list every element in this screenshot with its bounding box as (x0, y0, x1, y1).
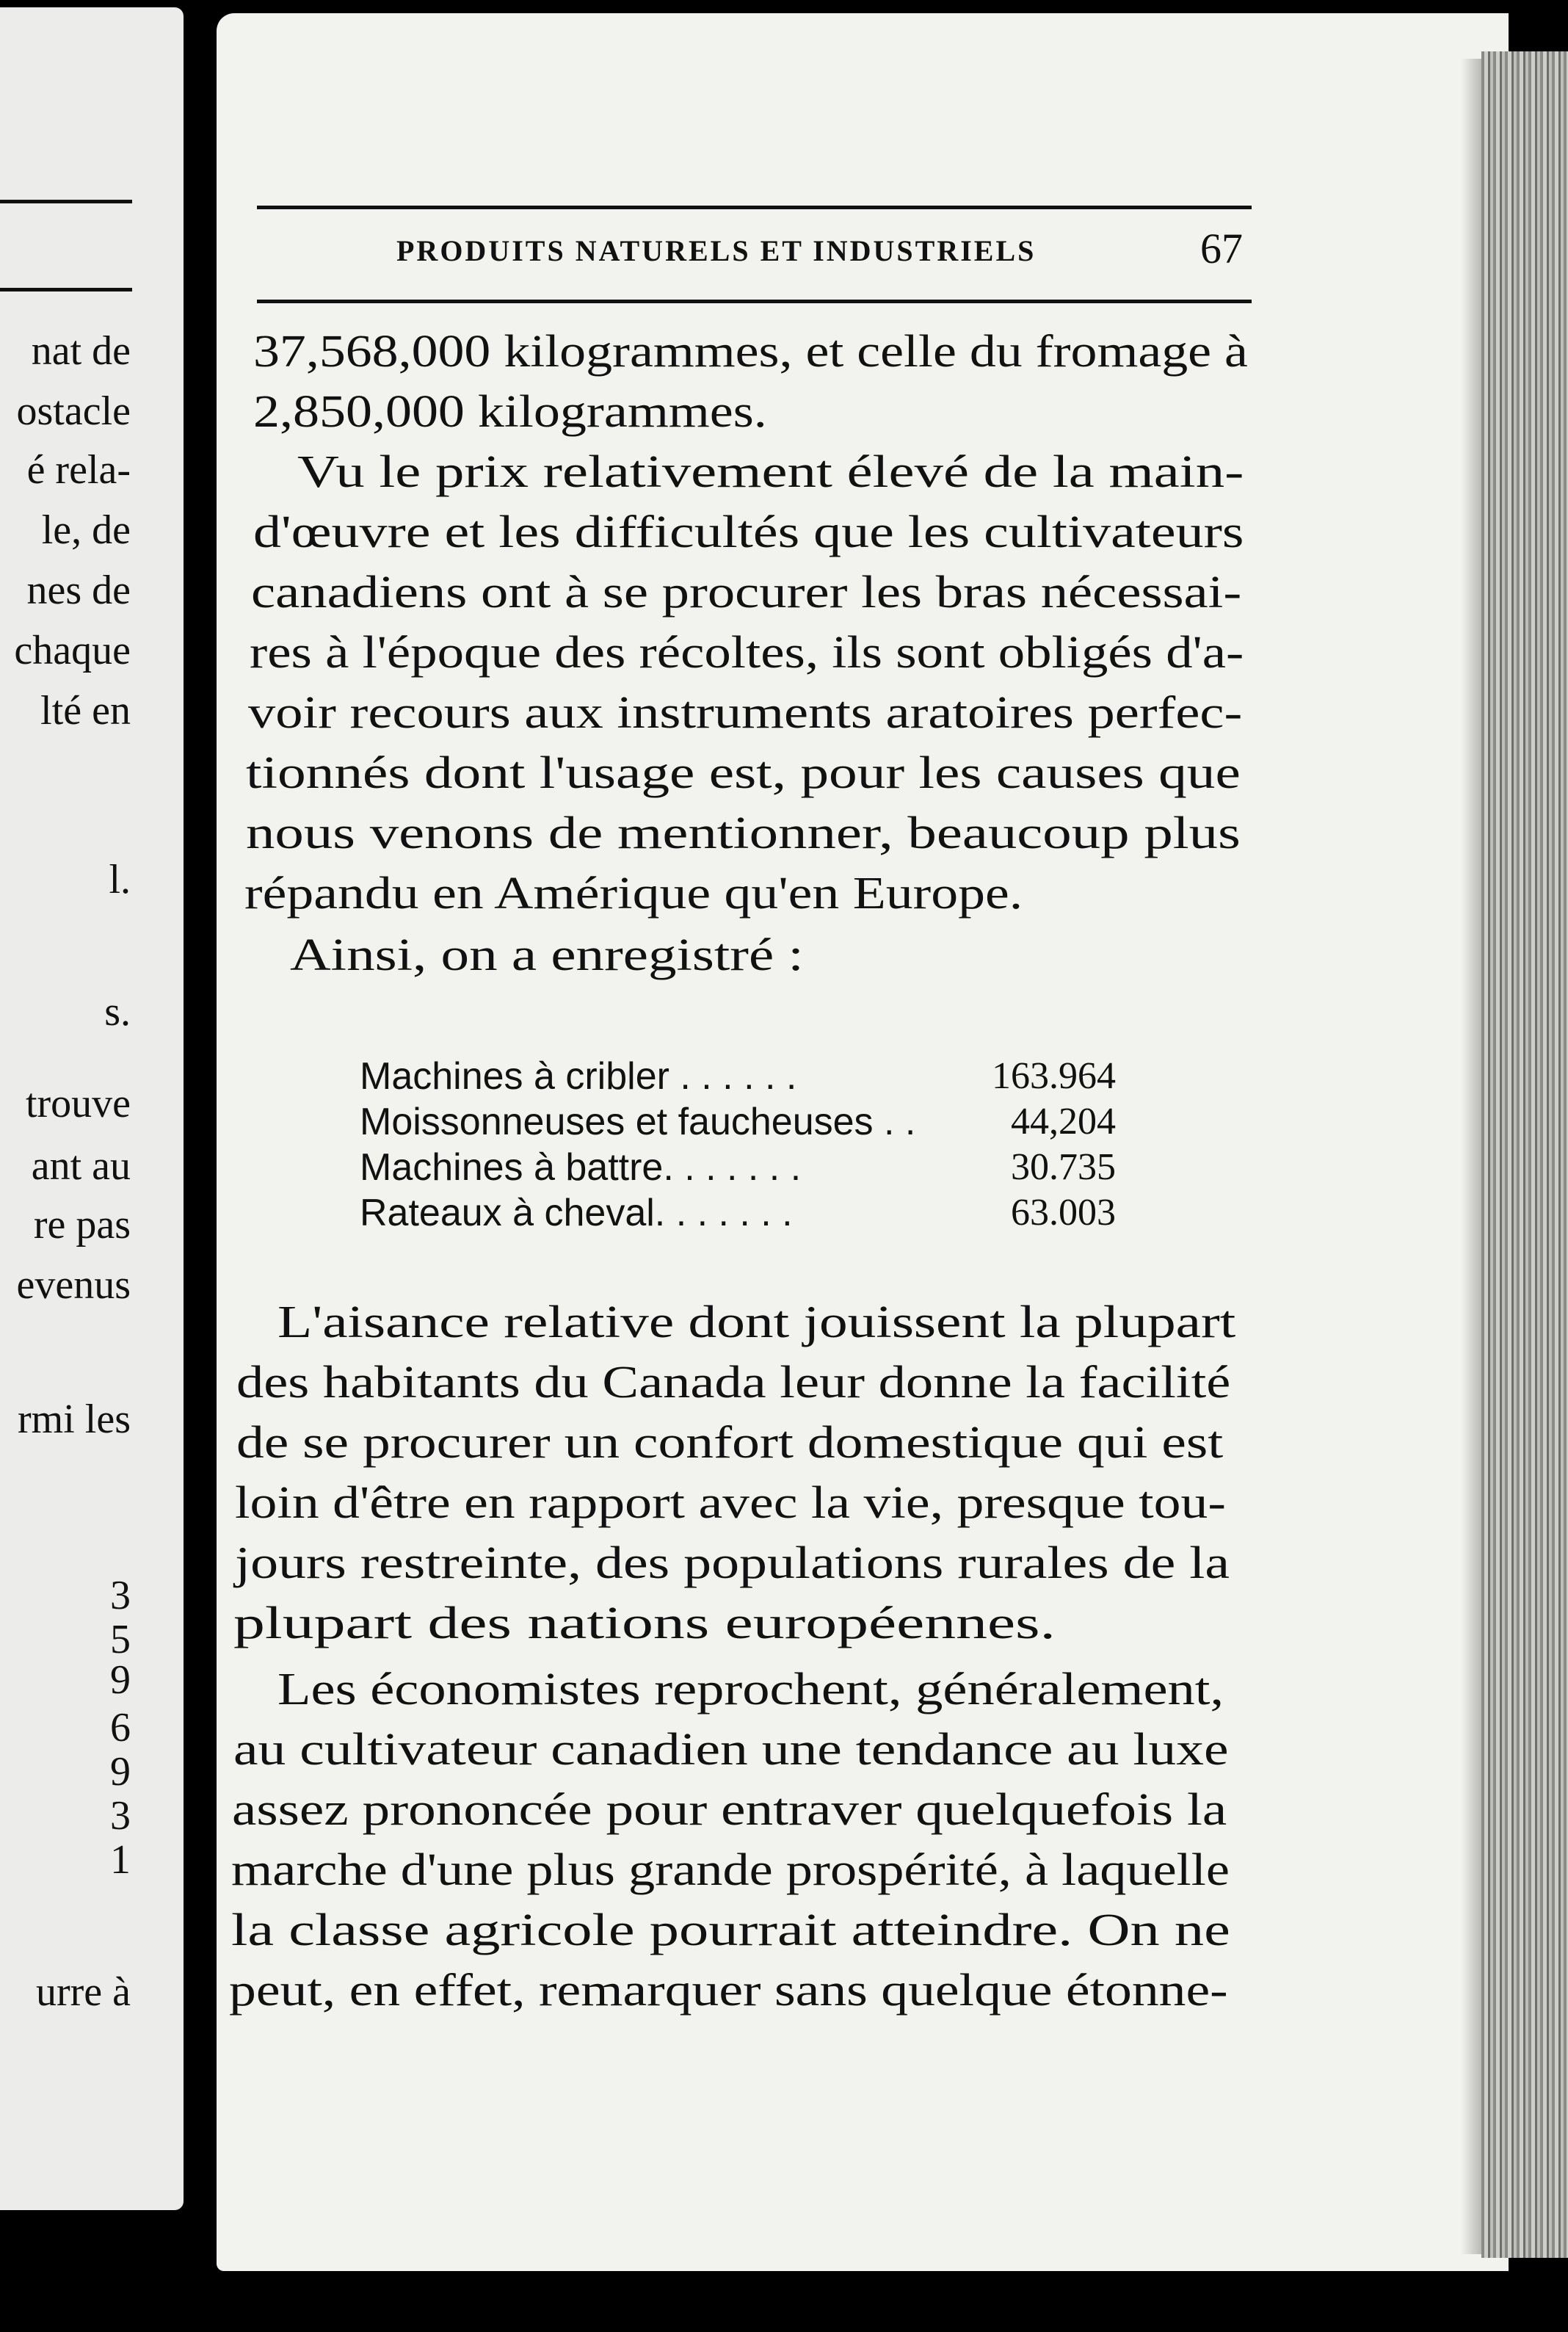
left-page-fragment: chaque (14, 628, 131, 673)
paragraph4-line: des habitants du Canada leur donne la facilité (236, 1358, 1231, 1408)
paragraph5-line: peut, en effet, remarquer sans quelque étonne- (229, 1966, 1228, 2016)
page-edge-shadow (1461, 59, 1483, 2254)
left-page-fragment: 9 (110, 1749, 131, 1795)
left-page-fragment: evenus (16, 1262, 131, 1308)
left-page-fragment: s. (104, 989, 131, 1035)
paragraph1-line: 37,568,000 kilogrammes, et celle du fromage à (253, 327, 1248, 377)
paragraph4-line: L'aisance relative dont jouissent la plupart (277, 1297, 1236, 1347)
table-row-value: 163.964 (992, 1055, 1116, 1097)
paragraph5-line: marche d'une plus grande prospérité, à laquelle (231, 1845, 1230, 1895)
left-page (0, 7, 184, 2210)
header-rule-bottom (257, 300, 1252, 303)
left-page-fragment: nat de (31, 328, 131, 374)
left-page-fragment: 3 (110, 1793, 131, 1839)
table-row-label: Machines à battre. . . . . . . (360, 1146, 802, 1189)
paragraph4-line: plupart des nations européennes. (233, 1598, 1056, 1648)
header-rule-top (257, 206, 1252, 209)
page-stack-edge (1481, 51, 1568, 2258)
left-page-fragment: lté en (40, 688, 131, 734)
paragraph2-line: d'œuvre et les difficultés que les cultivateurs (253, 507, 1244, 557)
left-page-fragment: le, de (41, 507, 131, 553)
paragraph5-line: assez prononcée pour entraver quelquefois la (232, 1785, 1227, 1835)
left-rule-top (0, 200, 132, 203)
paragraph5-line: au cultivateur canadien une tendance au luxe (233, 1725, 1229, 1775)
paragraph1-line: 2,850,000 kilogrammes. (253, 387, 767, 437)
paragraph3-line: Ainsi, on a enregistré : (290, 930, 804, 980)
left-rule-bottom (0, 288, 132, 292)
left-page-fragment: urre à (35, 1969, 131, 2015)
paragraph4-line: de se procurer un confort domestique qui est (236, 1418, 1224, 1468)
left-page-fragment: rmi les (18, 1397, 131, 1442)
left-page-fragment: trouve (25, 1081, 131, 1126)
left-page-fragment: 5 (110, 1617, 131, 1662)
page-number: 67 (1200, 225, 1243, 272)
left-page-fragment: 9 (110, 1657, 131, 1703)
left-page-fragment: l. (109, 857, 131, 902)
running-head: PRODUITS NATURELS ET INDUSTRIELS (396, 234, 1037, 267)
left-page-fragment: 3 (110, 1573, 131, 1618)
table-row-value: 30.735 (1011, 1146, 1116, 1188)
left-page-fragment: ostacle (16, 388, 131, 434)
left-page-fragment: 6 (110, 1705, 131, 1750)
paragraph4-line: jours restreinte, des populations rurales de la (235, 1538, 1230, 1588)
paragraph5-line: la classe agricole pourrait atteindre. On ne (231, 1905, 1230, 1955)
paragraph2-line: voir recours aux instruments aratoires perfec- (248, 688, 1243, 738)
table-row-label: Moissonneuses et faucheuses . . (360, 1101, 916, 1143)
table-row-value: 44,204 (1011, 1101, 1116, 1143)
paragraph2-line: res à l'époque des récoltes, ils sont obligés d'a- (250, 628, 1244, 678)
paragraph2-line: canadiens ont à se procurer les bras nécessai- (251, 568, 1242, 618)
paragraph2-line: tionnés dont l'usage est, pour les causes que (246, 748, 1241, 798)
paragraph2-line: nous venons de mentionner, beaucoup plus (246, 808, 1241, 858)
table-row-label: Rateaux à cheval. . . . . . . (360, 1192, 793, 1234)
table-row-value: 63.003 (1011, 1192, 1116, 1234)
paragraph2-line: Vu le prix relativement élevé de la main- (297, 447, 1244, 497)
table-row-label: Machines à cribler . . . . . . (360, 1055, 797, 1098)
paragraph5-line: Les économistes reprochent, généralement, (277, 1665, 1224, 1714)
left-page-fragment: nes de (26, 568, 131, 613)
left-page-fragment: re pas (33, 1202, 131, 1248)
paragraph2-line: répandu en Amérique qu'en Europe. (244, 869, 1023, 919)
left-page-fragment: 1 (110, 1837, 131, 1883)
left-page-fragment: ant au (31, 1143, 131, 1189)
paragraph4-line: loin d'être en rapport avec la vie, presque tou- (235, 1478, 1226, 1528)
left-page-fragment: é rela- (26, 447, 131, 493)
